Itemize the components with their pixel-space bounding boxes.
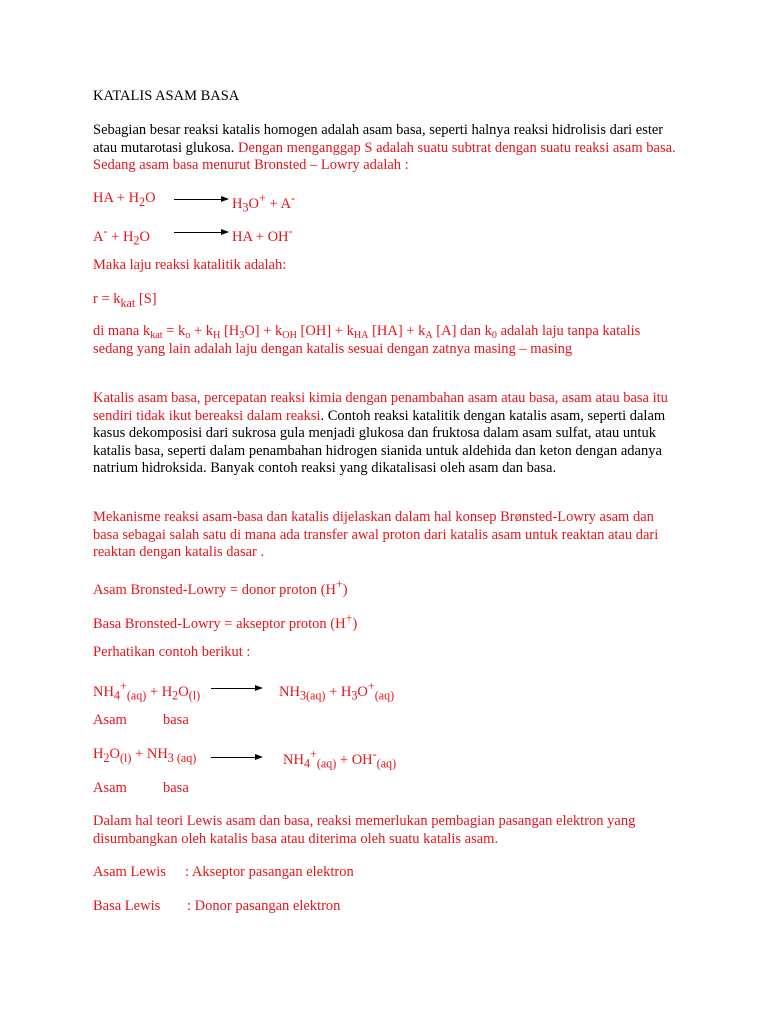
eq1-rhs: $H_3O^+ + A^-$ <box>232 191 295 215</box>
eq3-lhs: $NH_4^+_{(aq)} + H_2O_{(l)}$ <box>93 679 201 703</box>
label-basa-1: basa <box>163 712 189 728</box>
laju-heading: Maka laju reaksi katalitik adalah: <box>93 257 287 273</box>
eq1-lhs: HA + $H_2O$ <box>93 190 156 209</box>
eq4-rhs: $NH_4^+_{(aq)} + OH^-_{(aq)}$ <box>283 747 397 771</box>
eq2-arrow <box>174 232 227 233</box>
page-title: KATALIS ASAM BASA <box>93 88 240 104</box>
paragraph-mekanisme: Mekanisme reaksi asam-basa dan katalis dijelaskan dalam hal konsep Brønsted-Lowry asam dan basa sebagai salah satu di mana ada transfer awal proton dari katalis asam untuk reaktan atau dari reaktan dengan katalis dasar . <box>93 509 659 560</box>
eq2-rhs: HA + OH- <box>232 224 293 245</box>
rate-equation: $r = k_{kat}$ [S] <box>93 291 157 310</box>
label-asam-1: Asam <box>93 712 127 728</box>
label-asam-2: Asam <box>93 780 127 796</box>
eq4-arrow <box>211 757 261 758</box>
intro-text: Sebagian besar reaksi katalis homogen adalah asam basa, seperti halnya reaksi hidrolisis dari ester atau mutarotasi glukosa. <box>93 122 664 156</box>
paragraph-dimana: di mana $k_{kat} = k_o + k_H$ $[H_3O] + k_{OH}$ $[OH] + k_{HA}$ $[HA] + k_A$ [A] dan $k_0$ adalah laju tanpa katalis sedang yang lain adalah laju dengan katalis sesuai dengan zatnya masing – masing <box>93 323 641 357</box>
bronsted-asam: Asam Bronsted-Lowry = donor proton (H+) <box>93 577 348 598</box>
lewis-basa-label: Basa Lewis <box>93 898 161 914</box>
paragraph-lewis: Dalam hal teori Lewis asam dan basa, reaksi memerlukan pembagian pasangan elektron yang disumbangkan oleh katalis basa atau diterima oleh suatu katalis asam. <box>93 813 636 847</box>
lewis-basa-definition: : Donor pasangan elektron <box>187 898 341 914</box>
lewis-asam-label: Asam Lewis <box>93 864 166 880</box>
intro-red-text: Dengan menganggap S adalah suatu subtrat dengan suatu reaksi asam basa. Sedang asam basa menurut Bronsted – Lowry adalah : <box>93 139 676 173</box>
lewis-asam-definition: : Akseptor pasangan elektron <box>185 864 354 880</box>
bronsted-basa: Basa Bronsted-Lowry = akseptor proton (H+) <box>93 611 358 632</box>
label-basa-2: basa <box>163 780 189 796</box>
eq1-arrow <box>174 199 227 200</box>
eq4-lhs: $H_2O_{(l)} + NH_{3 (aq)}$ <box>93 746 197 765</box>
eq2-lhs: $A^- + H_2O$ <box>93 224 150 248</box>
contoh-heading: Perhatikan contoh berikut : <box>93 644 251 660</box>
eq3-rhs: $NH_{3(aq)} + H_3O^+_{(aq)}$ <box>279 679 395 703</box>
katalis-examples: . Contoh reaksi katalitik dengan katalis asam, seperti dalam kasus dekomposisi dari sukrosa gula menjadi glukosa dan fruktosa dalam asam sulfat, atau untuk katalis basa, seperti dalam penambahan hidrogen sianida untuk aldehida dan keton dengan adanya natrium hidroksida. Banyak contoh reaksi yang dikatalisasi oleh asam dan basa. <box>93 407 666 476</box>
paragraph-intro <box>93 122 683 175</box>
eq3-arrow <box>211 688 261 689</box>
paragraph-katalis <box>93 390 683 478</box>
katalis-definition: Katalis asam basa, percepatan reaksi kimia dengan penambahan asam atau basa, asam atau basa itu sendiri tidak ikut bereaksi dalam reaksi <box>93 390 668 424</box>
